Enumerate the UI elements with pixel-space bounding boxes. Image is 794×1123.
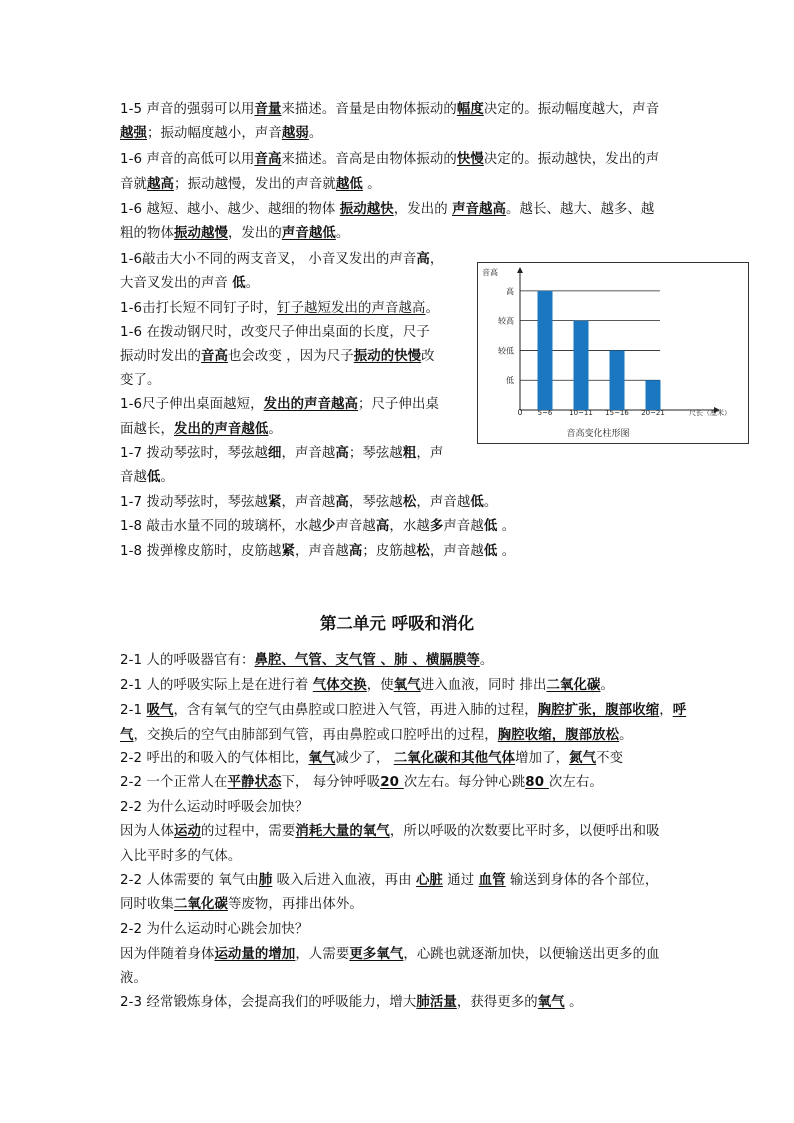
y-axis-label: 音高	[482, 268, 498, 277]
question-breathing-faster	[120, 796, 308, 820]
bar	[646, 380, 661, 410]
text: 1-6 越短、越小、越少、越细的物体	[120, 202, 340, 217]
text: 振动时发出的	[120, 349, 201, 364]
text: 2-1 人的呼吸器官有：	[120, 653, 255, 668]
para-1-7-strings-tension	[120, 491, 497, 515]
para-2-1-inhale	[120, 699, 686, 723]
para-2-3-exercise	[120, 991, 583, 1015]
text: 大音叉发出的声音	[120, 276, 233, 291]
answer-heartbeat-faster	[120, 943, 660, 967]
text: 2-2 为什么运动时呼吸会加快？	[120, 800, 309, 815]
text: 1-7 拨动琴弦时，琴弦越	[120, 495, 268, 510]
text: ，人需要	[295, 947, 350, 962]
answer: 越弱	[281, 126, 309, 141]
text: ；振动越慢，发出的声音就	[173, 177, 336, 192]
answer: 越高	[146, 177, 174, 192]
text: 。	[362, 177, 381, 192]
text: ，发出的	[393, 202, 453, 217]
para-1-6-tuning-fork	[120, 248, 443, 272]
text: 2-1	[120, 703, 147, 718]
answer: 多	[429, 519, 444, 534]
text: ，声	[416, 446, 444, 461]
text: 决定的。振动幅度越大，声音	[483, 102, 660, 117]
answer: 胸腔收缩，腹部放松	[497, 728, 620, 743]
para-1-6-ruler-short	[120, 393, 439, 417]
x-tick-label: 5~6	[537, 409, 553, 417]
answer: 更多氧气	[349, 947, 404, 962]
text: 面越长，	[120, 422, 174, 437]
text: 因为伴随着身体	[120, 947, 215, 962]
text: ，声音越	[294, 544, 349, 559]
answer: 20	[380, 775, 404, 790]
text: 。	[308, 126, 323, 141]
answer: 氮气	[569, 751, 597, 766]
answer-breathing-faster	[120, 820, 660, 844]
text: 音越	[120, 470, 147, 485]
answer: 气体交换	[312, 678, 367, 693]
text: ；琴弦越	[348, 446, 403, 461]
text: ，发出的	[227, 226, 282, 241]
text: 。	[564, 995, 583, 1010]
text: 2-2 呼出的和吸入的气体相比，	[120, 751, 309, 766]
text: 吸入后进入血液，再由	[272, 873, 416, 888]
text: 变了。	[120, 373, 161, 388]
text: 减少了，	[335, 751, 394, 766]
answer: 音高	[200, 349, 228, 364]
text: 液。	[120, 971, 147, 986]
text: ，	[659, 703, 673, 718]
text: ，声音越	[416, 495, 471, 510]
para-1-6-pitch-cont	[120, 173, 381, 197]
bar	[610, 350, 625, 410]
answer: 越强	[120, 126, 147, 141]
text: 。	[245, 276, 260, 291]
answer: 细	[267, 446, 282, 461]
text: 1-6 声音的高低可以用	[120, 152, 255, 167]
para-2-1-organs	[120, 649, 493, 673]
text: 。	[497, 519, 516, 534]
answer: 平静状态	[227, 775, 282, 790]
text: ，琴弦越	[348, 495, 403, 510]
text: 入比平时多的气体。	[120, 849, 242, 864]
para-1-6-pitch	[120, 148, 659, 172]
para-1-6-ruler-long	[120, 418, 282, 442]
answer: 高	[348, 544, 363, 559]
answer-heartbeat-faster-cont	[120, 967, 147, 991]
para-1-7-strings-thickness-cont	[120, 466, 174, 490]
text: 通过	[442, 873, 479, 888]
bar	[538, 291, 553, 410]
text: ，	[429, 252, 444, 267]
text: 粗的物体	[120, 226, 174, 241]
para-1-8-glasses	[120, 515, 515, 539]
text: 不变	[596, 751, 624, 766]
text: 等废物，再排出体外。	[227, 897, 363, 912]
origin-label: 0	[517, 408, 523, 417]
answer: 运动	[173, 824, 201, 839]
text: 2-3 经常锻炼身体，会提高我们的呼吸能力，增大	[120, 995, 417, 1010]
text: 1-8 敲击水量不同的玻璃杯，水越	[120, 519, 322, 534]
answer: 快慢	[456, 152, 484, 167]
text: 1-5 声音的强弱可以用	[120, 102, 255, 117]
text: 1-6 在拨动钢尺时，改变尺子伸出桌面的长度，尺子	[120, 325, 430, 340]
text: ，所以呼吸的次数要比平时多，以便呼出和吸	[389, 824, 660, 839]
y-tick-label: 较高	[498, 316, 514, 326]
text: 。	[335, 226, 350, 241]
text: ；皮筋越	[362, 544, 417, 559]
text: 增加了，	[515, 751, 570, 766]
text: 声音越	[335, 519, 376, 534]
para-2-2-rates	[120, 771, 603, 795]
answer: 氧气	[393, 678, 421, 693]
text: 声音越	[443, 519, 484, 534]
answer: 音高	[254, 152, 282, 167]
answer: 振动越慢	[173, 226, 228, 241]
answer: 呼	[672, 703, 687, 718]
answer: 氧气	[537, 995, 565, 1010]
text: 。	[619, 728, 633, 743]
text: 1-6击打长短不同钉子时，	[120, 301, 278, 316]
text: 同时收集	[120, 897, 174, 912]
answer: 振动的快慢	[353, 349, 422, 364]
answer: 高	[335, 446, 349, 461]
para-1-6-ruler	[120, 321, 430, 345]
para-2-1-gas-exchange	[120, 674, 614, 698]
text: 。	[425, 301, 439, 316]
text: ，声音越	[281, 446, 336, 461]
text: 。	[497, 544, 516, 559]
text: 2-2 为什么运动时心跳会加快？	[120, 922, 309, 937]
text: ；振动幅度越小，声音	[146, 126, 282, 141]
text: ，水越	[389, 519, 430, 534]
answer: 音量	[254, 102, 282, 117]
bar	[574, 321, 589, 410]
chart-svg	[478, 263, 748, 443]
answer: 声音越高	[452, 202, 507, 217]
text: 的过程中，需要	[200, 824, 296, 839]
text: 。越长、越大、越多、越	[506, 202, 655, 217]
text: 次左右。每分钟心跳	[403, 775, 526, 790]
text: 来描述。音高是由物体振动的	[281, 152, 457, 167]
y-axis-arrow	[517, 267, 523, 273]
answer: 振动越快	[339, 202, 394, 217]
para-1-6-ruler-cont	[120, 345, 435, 369]
text: 输送到身体的各个部位，	[505, 873, 659, 888]
text: ，使	[366, 678, 394, 693]
text: ；尺子伸出桌	[358, 397, 439, 412]
answer: 松	[416, 544, 430, 559]
answer: 低	[470, 495, 484, 510]
answer: 松	[402, 495, 417, 510]
answer: 二氧化碳	[546, 678, 601, 693]
text: ，声音越	[281, 495, 336, 510]
unit-2-title: 第二单元 呼吸和消化	[319, 614, 475, 633]
answer: 高	[375, 519, 390, 534]
text: 2-2 一个正常人在	[120, 775, 228, 790]
answer: 钉子越短发出的声音越高	[277, 301, 426, 316]
text: 1-7 拨动琴弦时，琴弦越	[120, 446, 268, 461]
answer: 消耗大量的氧气	[295, 824, 390, 839]
text: ，声音越	[429, 544, 484, 559]
para-1-5-loudness-cont	[120, 122, 322, 146]
text: 2-2 人体需要的 氧气由	[120, 873, 259, 888]
y-tick-label: 高	[506, 286, 514, 296]
text: 1-6敲击大小不同的两支音叉， 小音叉发出的声音	[120, 252, 417, 267]
chart-title: 音高变化柱形图	[566, 429, 630, 439]
answer: 气	[120, 728, 134, 743]
pitch-bar-chart	[477, 262, 749, 444]
answer: 二氧化碳和其他气体	[393, 751, 516, 766]
text: ，含有氧气的空气由鼻腔或口腔进入气管，再进入肺的过程，	[173, 703, 538, 718]
question-heartbeat-faster	[120, 918, 308, 942]
text: 次左右。	[548, 775, 603, 790]
para-1-6-ruler-end	[120, 369, 160, 393]
answer: 吸气	[146, 703, 174, 718]
answer: 低	[483, 544, 498, 559]
x-tick-label: 10~11	[569, 409, 593, 417]
para-1-6-nails	[120, 297, 439, 321]
answer: 高	[335, 495, 349, 510]
para-2-2-oxygen-path	[120, 869, 658, 893]
answer: 鼻腔、气管、支气管 、肺 、横膈膜等	[254, 653, 480, 668]
text: ，心跳也就逐渐加快，以便输送出更多的血	[403, 947, 660, 962]
text: 。	[600, 678, 614, 693]
x-axis-label: 尺长（厘米）	[689, 409, 731, 417]
text: 1-6尺子伸出桌面越短，	[120, 397, 264, 412]
para-2-1-exhale	[120, 724, 633, 748]
para-1-6-objects-cont	[120, 222, 349, 246]
answer: 肺活量	[416, 995, 457, 1010]
answer: 肺	[258, 873, 273, 888]
para-1-7-strings-thickness	[120, 442, 443, 466]
answer: 幅度	[456, 102, 484, 117]
text: ，获得更多的	[456, 995, 538, 1010]
answer-breathing-faster-cont	[120, 845, 241, 869]
answer: 低	[483, 519, 498, 534]
text: 改	[421, 349, 435, 364]
answer: 氧气	[308, 751, 336, 766]
text: 进入血液，同时 排出	[420, 678, 547, 693]
answer: 血管	[478, 873, 506, 888]
text: 因为人体	[120, 824, 174, 839]
answer: 低	[146, 470, 161, 485]
text: 。	[479, 653, 494, 668]
para-1-8-rubber-band	[120, 540, 515, 564]
para-2-2-gas-compare	[120, 747, 623, 771]
para-2-2-oxygen-path-cont	[120, 893, 363, 917]
answer: 少	[321, 519, 336, 534]
x-tick-label: 15~16	[605, 409, 629, 417]
answer: 越低	[335, 177, 363, 192]
text: 音就	[120, 177, 147, 192]
answer: 高	[416, 252, 430, 267]
answer: 发出的声音越低	[173, 422, 269, 437]
x-tick-label: 20~21	[641, 409, 665, 417]
answer: 胸腔扩张，腹部收缩	[537, 703, 660, 718]
answer: 二氧化碳	[173, 897, 228, 912]
para-1-5-loudness	[120, 98, 659, 122]
text: ，交换后的空气由肺部到气管，再由鼻腔或口腔呼出的过程，	[133, 728, 498, 743]
text: 。	[483, 495, 498, 510]
para-1-6-objects	[120, 198, 654, 222]
text: 2-1 人的呼吸实际上是在进行着	[120, 678, 313, 693]
para-1-6-tuning-fork-cont	[120, 272, 259, 296]
answer: 粗	[402, 446, 417, 461]
answer: 发出的声音越高	[263, 397, 359, 412]
text: 决定的。振动越快，发出的声	[483, 152, 660, 167]
text: 。	[268, 422, 282, 437]
answer: 运动量的增加	[214, 947, 296, 962]
answer: 紧	[267, 495, 282, 510]
text: 下， 每分钟呼吸	[281, 775, 381, 790]
answer: 心脏	[415, 873, 443, 888]
y-tick-label: 低	[506, 376, 514, 386]
text: 来描述。音量是由物体振动的	[281, 102, 457, 117]
answer: 低	[232, 276, 246, 291]
answer: 80	[525, 775, 549, 790]
y-tick-label: 较低	[498, 346, 514, 356]
answer: 声音越低	[281, 226, 336, 241]
text: 也会改变 ，因为尺子	[227, 349, 354, 364]
text: 。	[160, 470, 174, 485]
answer: 紧	[281, 544, 295, 559]
text: 1-8 拨弹橡皮筋时，皮筋越	[120, 544, 282, 559]
